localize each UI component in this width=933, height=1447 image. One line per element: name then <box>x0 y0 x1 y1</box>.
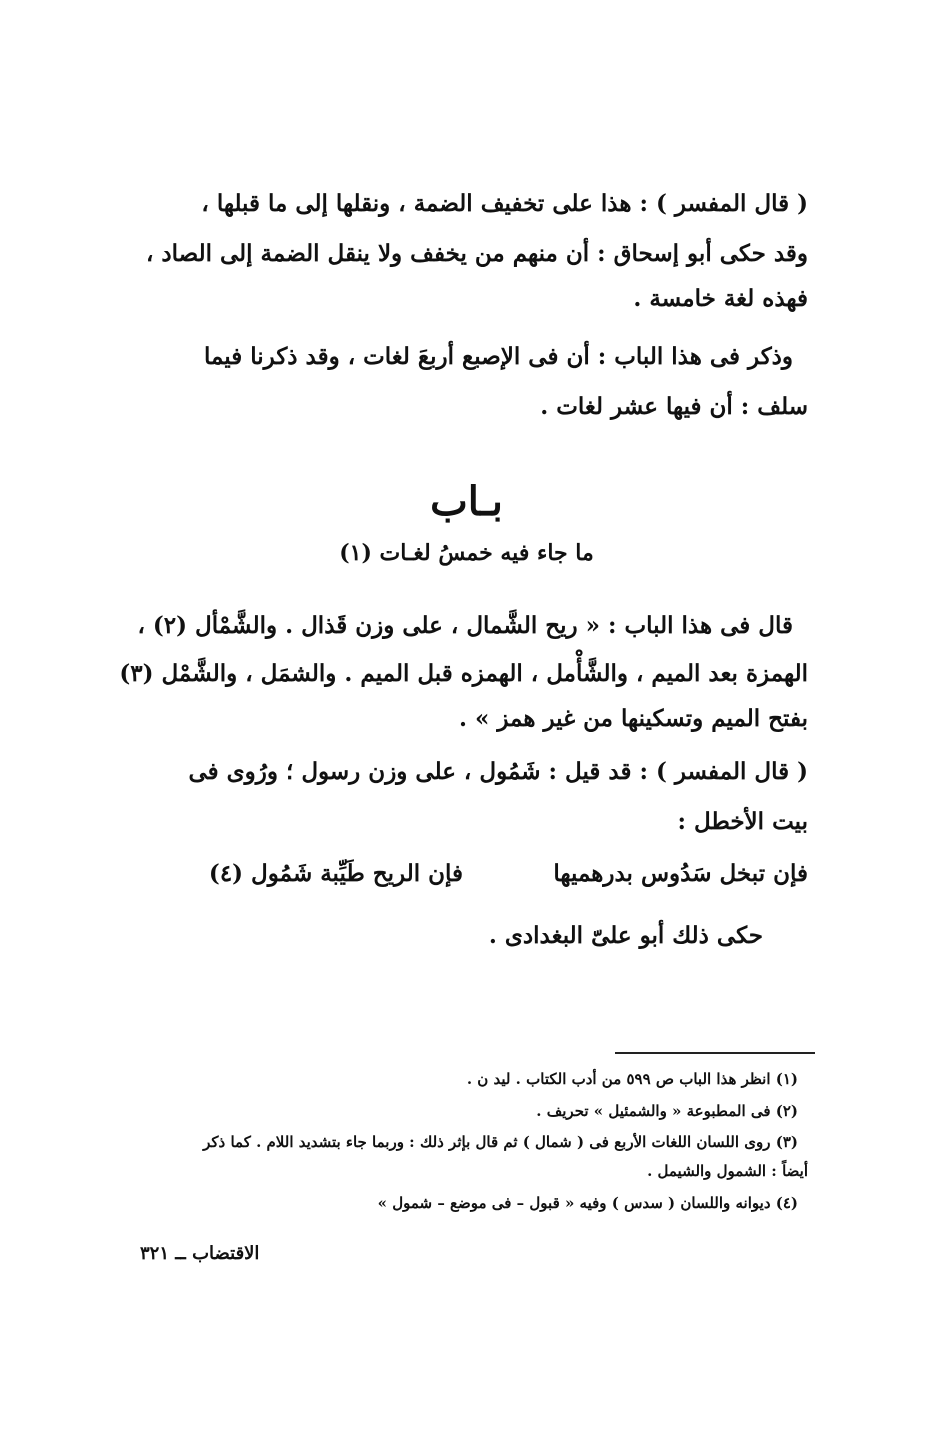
paragraph-3-line-1: قال فى هذا الباب : « ريح الشَّمال ، على وزن قَذال . والشَّمْأل (٢) ، <box>137 612 793 639</box>
footnote-3-continued: أيضاً : الشمول والشيمل . <box>647 1162 808 1180</box>
paragraph-1-line-3: فهذه لغة خامسة . <box>633 285 808 312</box>
paragraph-3-line-2: الهمزة بعد الميم ، والشَّأْمل ، الهمزه قبل الميم . والشمَل ، والشَّمْل (٣) <box>119 660 808 687</box>
footnote-1: (١) انظر هذا الباب ص ٥٩٩ من أدب الكتاب . ليد ن . <box>466 1070 798 1088</box>
verse-second-hemistich: فإن الريح طَيِّبة شَمُول (٤) <box>208 860 463 887</box>
footnote-2: (٢) فى المطبوعة « والشمئيل » تحريف . <box>536 1102 798 1120</box>
paragraph-1-line-2: وقد حكى أبو إسحاق : أن منهم من يخفف ولا ينقل الضمة إلى الصاد ، <box>145 240 808 267</box>
section-subheading: ما جاء فيه خمسُ لغـات (١) <box>339 540 594 566</box>
paragraph-1-line-1: ( قال المفسر ) : هذا على تخفيف الضمة ، ونقلها إلى ما قبلها ، <box>201 190 808 217</box>
footnote-divider <box>615 1052 815 1054</box>
paragraph-4-line-2: بيت الأخطل : <box>677 808 808 835</box>
paragraph-4-line-1: ( قال المفسر ) : قد قيل : شَمُول ، على وزن رسول ؛ ورُوى فى <box>188 758 808 785</box>
footnote-4: (٤) ديوانه واللسان ( سدس ) وفيه « قبول – فى موضع – شمول » <box>377 1194 798 1212</box>
footnote-3: (٣) روى اللسان اللغات الأربع فى ( شمال ) ثم قال بإثر ذلك : وربما جاء بتشديد اللام . كما ذكر <box>203 1133 798 1151</box>
paragraph-2-line-1: وذكر فى هذا الباب : أن فى الإصبع أربعَ لغات ، وقد ذكرنا فيما <box>203 343 793 370</box>
paragraph-2-line-2: سلف : أن فيها عشر لغات . <box>540 393 808 420</box>
section-heading: بـاب <box>430 478 503 525</box>
page-footer: الاقتضاب ــ ٣٢١ <box>140 1243 260 1264</box>
paragraph-5: حكى ذلك أبو علىّ البغدادى . <box>488 922 763 949</box>
paragraph-3-line-3: بفتح الميم وتسكينها من غير همز » . <box>458 705 808 732</box>
verse-first-hemistich: فإن تبخل سَدُوس بدرهميها <box>553 860 808 887</box>
